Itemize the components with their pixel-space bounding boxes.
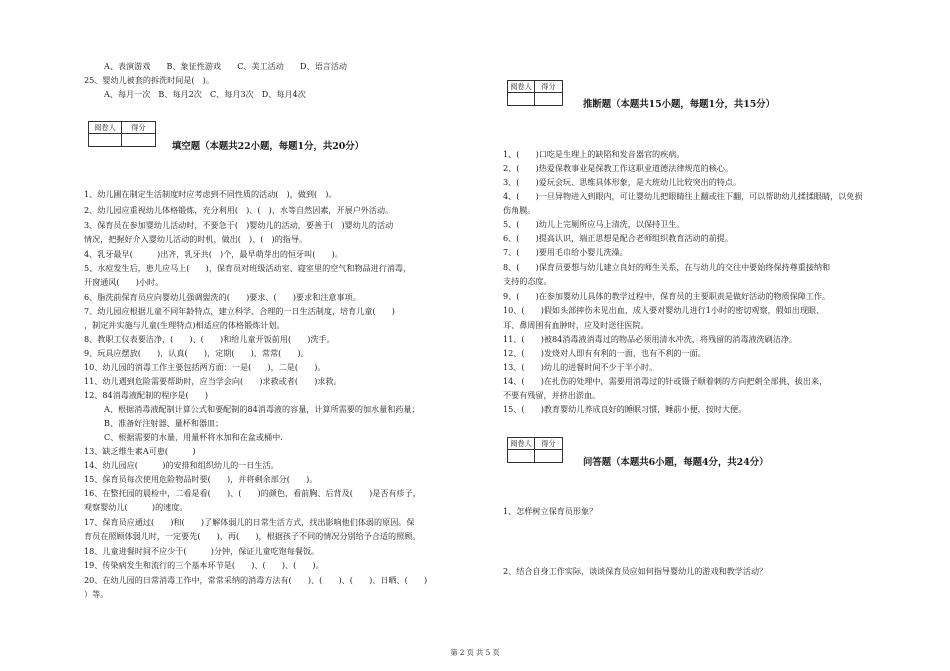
question-line: 3、保育员在参加婴幼儿活动时，不要急于( )婴幼儿的活动，要善于( )婴幼儿的活动 xyxy=(84,220,394,230)
question-line: 耳、鼻周围有血肿时，应及时送往医院。 xyxy=(503,320,649,330)
option-line: A、每月一次 B、每月2次 C、每月3次 D、每月4次 xyxy=(104,89,306,99)
reviewer-cell[interactable] xyxy=(89,134,122,146)
score-cell[interactable] xyxy=(535,93,562,105)
question-line: 13、( )幼儿的进餐时间不少于半小时。 xyxy=(503,362,658,372)
question-line: 25、婴幼儿被套的拆洗时间是( )。 xyxy=(84,75,214,85)
reviewer-label: 阅卷人 xyxy=(508,81,535,93)
question-line: 14、( )在扎伤的处理中，需要用消毒过的针或镊子顺着刺的方向把刺全部挑、拔出来， xyxy=(503,376,828,386)
question-line: 1、幼儿圃在制定生活制度时应考虑到不同性质的活动( )，做到( )。 xyxy=(84,189,337,199)
question-line: 1、怎样树立保育员形象？ xyxy=(503,506,598,516)
question-line: 8、( )保育员要想与幼儿建立良好的师生关系，在与幼儿的交往中要始终保持尊重接纳和 xyxy=(503,262,831,272)
question-line: 观察婴幼儿( )的速度。 xyxy=(84,502,188,512)
option-line: A、表演游戏 B、象征性游戏 C、美工活动 D、语言活动 xyxy=(104,61,348,71)
question-line: 5、( )幼儿上完厕所应马上清洗，以保持卫生。 xyxy=(503,219,685,229)
question-line: 8、教职工仪表要洁净，( )、( )和给儿童开饭前用( )洗手。 xyxy=(84,334,335,344)
question-line: 6、( )提高认识，端正思想是配合老师组织教育活动的前提。 xyxy=(503,233,733,243)
question-line: 情况，把握好介入婴幼儿活动的时机，做出( )、( )的指导。 xyxy=(84,234,308,244)
question-line: ）等。 xyxy=(84,589,109,599)
score-label: 得分 xyxy=(535,81,562,93)
score-box-judge xyxy=(507,80,563,106)
score-label: 得分 xyxy=(122,122,155,134)
question-line: 15、( )教育婴幼儿养成良好的睡眠习惯，睡前小便，按时大便。 xyxy=(503,404,747,414)
question-line: 9、( )在参加婴幼儿具体的教学过程中，保育员的主要职责是做好活动的物质保障工作。 xyxy=(503,291,831,301)
question-line: 19、传染病发生和流行的三个基本环节是( )、( )、( )。 xyxy=(84,560,324,570)
option-line: B、准备好注射器、量杯和器皿； xyxy=(104,418,224,428)
score-box-qa xyxy=(507,437,563,463)
question-line: 4、( )一旦异物进入到眼内，可让婴幼儿把眼睛往上翻或往下翻，可以帮助幼儿揉揉眼睛，以免损 xyxy=(503,191,863,201)
score-box-fill xyxy=(88,121,156,147)
question-line: 15、保育员每次使用危险物品时要( )，并将剩余部分( )。 xyxy=(84,474,318,484)
question-line: 支持的态度。 xyxy=(503,276,552,286)
question-line: 伤角膜。 xyxy=(503,205,536,215)
question-line: 6、脂洗前保育员应向婴幼儿强调盥洗的( )要求、( )要求和注意事项。 xyxy=(84,292,361,302)
section-title-qa: 问答题（本题共6小题，每题4分，共24分） xyxy=(583,457,769,468)
reviewer-cell[interactable] xyxy=(508,450,535,462)
reviewer-label: 阅卷人 xyxy=(508,438,535,450)
question-line: 5、水痘发生后，患儿应马上( )，保育员对班级活动室、寝室里的空气和物品进行消毒， xyxy=(84,263,412,273)
question-line: 1、( )口吃是生理上的缺陷和发音器官的疾病。 xyxy=(503,149,685,159)
question-line: 不要有残留，并挤出淤血。 xyxy=(503,390,601,400)
question-line: 2、结合自身工作实际，谈谈保育员应如何指导婴幼儿的游戏和教学活动？ xyxy=(503,566,768,576)
score-cell[interactable] xyxy=(122,134,155,146)
question-line: 7、幼儿园应根据儿童不同年龄特点，建立科学、合理的一日生活制度，培育儿童( ) xyxy=(84,306,395,316)
question-line: 14、幼儿园应( )的安排和组织幼儿的一日生活。 xyxy=(84,460,279,470)
question-line: 12、84消毒液配制的程序是( ) xyxy=(84,390,209,400)
question-line: 9、玩具应摆放( )，认真( )，定期( )，常常( )。 xyxy=(84,348,309,358)
question-line: 11、幼儿遇到危险需要帮助时，应当学会向( )求救或者( )求救。 xyxy=(84,376,342,386)
section-title-fill: 填空题（本题共22小题，每题1分，共20分） xyxy=(172,141,364,152)
question-line: 18、儿童进餐时间不应少于( )分钟，保证儿童吃饱每餐饭。 xyxy=(84,546,320,556)
option-line: C、根据需要的水量，用量杯将水加和在盆或桶中. xyxy=(104,432,283,442)
question-line: 7、( )要用毛巾给小婴儿洗澡。 xyxy=(503,247,628,257)
score-label: 得分 xyxy=(535,438,562,450)
question-line: 13、缺乏维生素A可患( ) xyxy=(84,446,196,456)
question-line: 2、( )热爱保教事业是保教工作这职业道德法律规范的核心。 xyxy=(503,163,733,173)
question-line: 16、在整托园的晨检中，二看是看( )、( )的颜色，看前胸、后背及( )是否有疹子， xyxy=(84,488,421,498)
question-line: 2、幼儿园应重视幼儿体格锻炼，充分利用( )、( )、水等自然因素，开展户外活动。 xyxy=(84,205,394,215)
question-line: 4、乳牙最早( )出齐，乳牙共( )个，最早萌芽出的恒牙叫( )。 xyxy=(84,249,343,259)
question-line: 11、( )被84消毒液消毒过的物品必须用清水冲洗，将残留的消毒液洗刷洁净。 xyxy=(503,334,798,344)
question-line: ，制定并实施与儿童(生理特点)相适应的体格锻炼计划。 xyxy=(84,320,285,330)
question-line: 10、幼儿园的消毒工作主要包括两方面：一是( )，二是( )。 xyxy=(84,362,326,372)
question-line: 3、( )爱玩会玩、思维具体形象，是大班幼儿比较突出的特点。 xyxy=(503,177,742,187)
page-number: 第 2 页 共 5 页 xyxy=(450,648,500,657)
question-line: 12、( )发烧对人即有有利的一面，也有不利的一面。 xyxy=(503,348,706,358)
question-line: 10、( )假如头部摔伤未见出血，成人要对婴幼儿进行1小时的密切观察，假如出现眼、 xyxy=(503,305,825,315)
question-line: 17、保育员应通过( )和( )了解体弱儿的日常生活方式，找出影响他们体弱的原因。保 xyxy=(84,517,415,527)
question-line: 开窗通风( )小时。 xyxy=(84,277,164,287)
reviewer-label: 阅卷人 xyxy=(89,122,122,134)
section-title-judge: 推断题（本题共15小题，每题1分，共15分） xyxy=(583,99,775,110)
score-cell[interactable] xyxy=(535,450,562,462)
option-line: A、根据消毒液配制计算公式和要配制的84消毒液的容量，计算所需要的加水量和药量； xyxy=(104,404,420,414)
question-line: 育员在照顾体弱儿时，一定要先( )，再( )，根据孩子不同的情况分别给予合适的照顾。 xyxy=(84,531,421,541)
question-line: 20、在幼儿园的日常消毒工作中，常常采纳的消毒方法有( )、( )、( )、日晒、( ) xyxy=(84,575,428,585)
reviewer-cell[interactable] xyxy=(508,93,535,105)
